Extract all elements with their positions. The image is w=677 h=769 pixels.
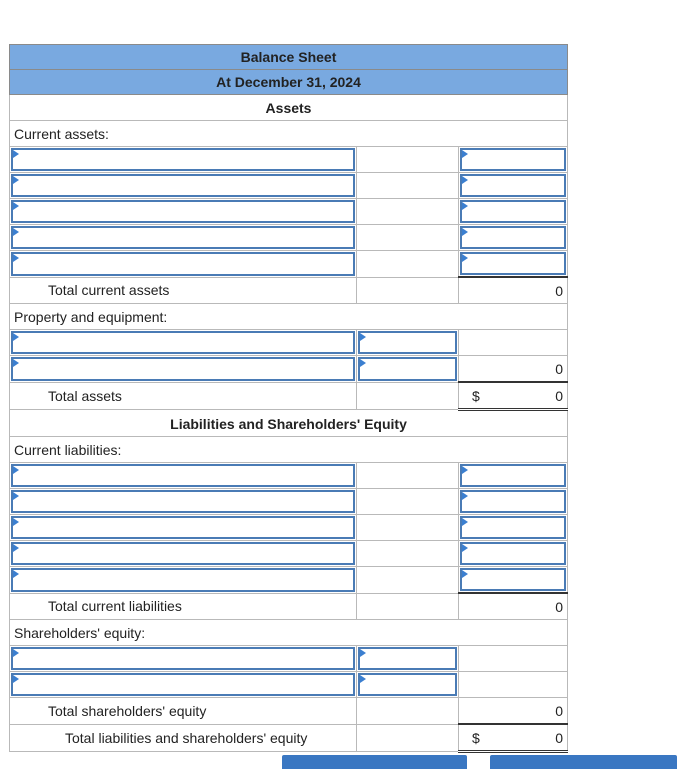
current-asset-row: [10, 173, 568, 199]
dropdown-arrow-icon: [13, 518, 19, 526]
total-current-liabilities-label: Total current liabilities: [10, 593, 357, 620]
property-amount-input[interactable]: [358, 357, 457, 381]
current-liability-account-input[interactable]: [11, 490, 355, 513]
current-assets-label: Current assets:: [10, 121, 568, 147]
current-asset-row: [10, 199, 568, 225]
total-equity-label: Total shareholders' equity: [10, 698, 357, 725]
current-asset-row: [10, 147, 568, 173]
dropdown-arrow-icon: [13, 150, 19, 158]
dropdown-arrow-icon: [360, 649, 366, 657]
current-asset-amount-input[interactable]: [460, 174, 566, 197]
current-liability-row: [10, 541, 568, 567]
current-liability-account-input[interactable]: [11, 516, 355, 539]
current-liability-amount-input[interactable]: [460, 516, 566, 539]
current-liability-row: [10, 567, 568, 594]
dropdown-arrow-icon: [13, 359, 19, 367]
dropdown-arrow-icon: [462, 254, 468, 262]
shareholders-equity-label: Shareholders' equity:: [10, 620, 568, 646]
sheet-title: Balance Sheet: [10, 45, 568, 70]
dropdown-arrow-icon: [462, 466, 468, 474]
total-assets-cell: [459, 382, 568, 410]
current-liabilities-label: Current liabilities:: [10, 437, 568, 463]
current-liability-account-input[interactable]: [11, 464, 355, 487]
dropdown-arrow-icon: [462, 544, 468, 552]
current-asset-amount-input[interactable]: [460, 226, 566, 249]
property-equipment-label: Property and equipment:: [10, 304, 568, 330]
current-asset-amount-input[interactable]: [460, 148, 566, 171]
dropdown-arrow-icon: [360, 333, 366, 341]
total-equity-row: [10, 698, 568, 725]
dropdown-arrow-icon: [13, 228, 19, 236]
dropdown-arrow-icon: [13, 675, 19, 683]
equity-row: [10, 646, 568, 672]
dropdown-arrow-icon: [13, 466, 19, 474]
total-liabilities-equity-label: Total liabilities and shareholders' equity: [10, 724, 357, 752]
current-liability-row: [10, 463, 568, 489]
total-current-liabilities-row: [10, 593, 568, 620]
dropdown-arrow-icon: [360, 675, 366, 683]
total-assets-currency: $: [472, 388, 480, 404]
dropdown-arrow-icon: [13, 202, 19, 210]
dropdown-arrow-icon: [462, 150, 468, 158]
dropdown-arrow-icon: [360, 359, 366, 367]
dropdown-arrow-icon: [13, 649, 19, 657]
prev-button[interactable]: [282, 755, 467, 769]
equity-account-input[interactable]: [11, 647, 355, 670]
total-liabilities-equity-value: 0: [555, 729, 564, 746]
total-current-assets-label: Total current assets: [10, 277, 357, 304]
dropdown-arrow-icon: [13, 544, 19, 552]
dropdown-arrow-icon: [13, 333, 19, 341]
assets-heading: Assets: [10, 95, 568, 121]
total-assets-label: Total assets: [10, 382, 357, 410]
dropdown-arrow-icon: [13, 570, 19, 578]
balance-sheet-table: [9, 44, 568, 753]
dropdown-arrow-icon: [462, 518, 468, 526]
current-asset-account-input[interactable]: [11, 252, 355, 276]
current-asset-account-input[interactable]: [11, 148, 355, 171]
dropdown-arrow-icon: [13, 176, 19, 184]
property-amount-input[interactable]: [358, 331, 457, 354]
dropdown-arrow-icon: [462, 228, 468, 236]
equity-amount-input[interactable]: [358, 647, 457, 670]
dropdown-arrow-icon: [13, 492, 19, 500]
current-liability-account-input[interactable]: [11, 542, 355, 565]
current-liability-row: [10, 489, 568, 515]
equity-amount-input[interactable]: [358, 673, 457, 696]
current-asset-account-input[interactable]: [11, 226, 355, 249]
total-assets-row: [10, 382, 568, 410]
current-liability-amount-input[interactable]: [460, 568, 566, 591]
dropdown-arrow-icon: [462, 570, 468, 578]
current-asset-row: [10, 225, 568, 251]
current-asset-amount-input[interactable]: [460, 252, 566, 275]
dropdown-arrow-icon: [462, 202, 468, 210]
total-assets-value: 0: [555, 387, 564, 404]
total-liabilities-equity-currency: $: [472, 730, 480, 746]
total-liabilities-equity-row: [10, 724, 568, 752]
current-liability-account-input[interactable]: [11, 568, 355, 592]
equity-account-input[interactable]: [11, 673, 355, 696]
sheet-date: At December 31, 2024: [10, 70, 568, 95]
property-row: [10, 356, 568, 383]
current-asset-amount-input[interactable]: [460, 200, 566, 223]
current-asset-account-input[interactable]: [11, 200, 355, 223]
total-liabilities-equity-cell: [459, 724, 568, 752]
dropdown-arrow-icon: [462, 492, 468, 500]
liabilities-equity-heading: Liabilities and Shareholders' Equity: [10, 410, 568, 437]
property-account-input[interactable]: [11, 357, 355, 381]
current-liability-amount-input[interactable]: [460, 542, 566, 565]
property-account-input[interactable]: [11, 331, 355, 354]
dropdown-arrow-icon: [13, 254, 19, 262]
total-current-liabilities-value: 0: [459, 593, 568, 620]
next-button[interactable]: [490, 755, 677, 769]
current-liability-amount-input[interactable]: [460, 490, 566, 513]
current-asset-account-input[interactable]: [11, 174, 355, 197]
current-liability-amount-input[interactable]: [460, 464, 566, 487]
property-row: [10, 330, 568, 356]
current-asset-row: [10, 251, 568, 278]
dropdown-arrow-icon: [462, 176, 468, 184]
total-current-assets-value: 0: [459, 277, 568, 304]
total-equity-value: 0: [459, 698, 568, 725]
property-subtotal-value: 0: [459, 356, 568, 383]
equity-row: [10, 672, 568, 698]
total-current-assets-row: [10, 277, 568, 304]
current-liability-row: [10, 515, 568, 541]
